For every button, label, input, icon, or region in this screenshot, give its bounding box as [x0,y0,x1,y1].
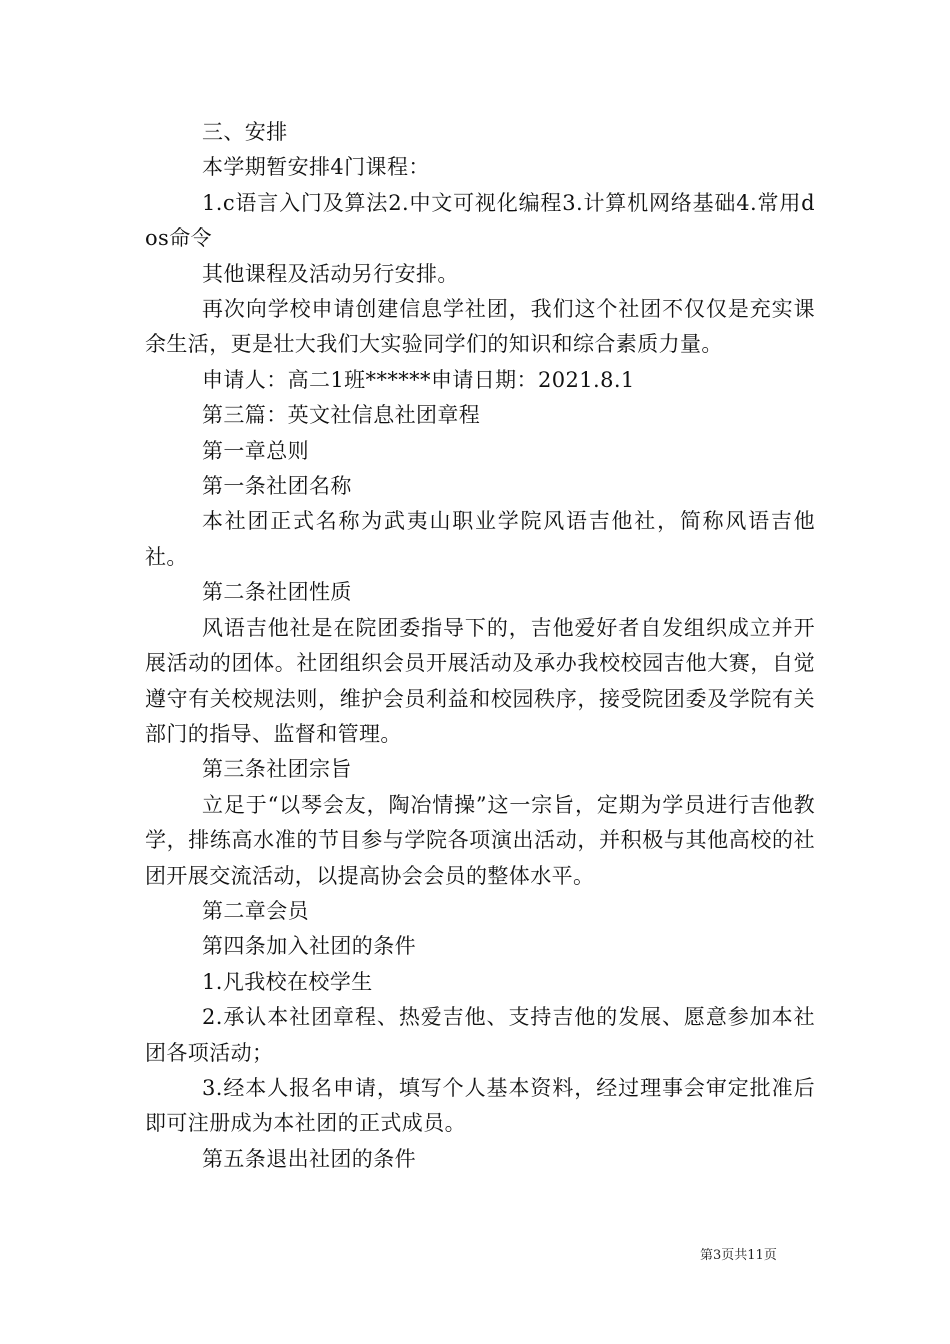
paragraph-condition-two: 2.承认本社团章程、热爱吉他、支持吉他的发展、愿意参加本社团各项活动； [145,1005,815,1065]
paragraph-part-three-title: 第三篇：英文社信息社团章程 [202,403,481,428]
paragraph-section-heading: 三、安排 [202,120,288,144]
paragraph-club-name: 本社团正式名称为武夷山职业学院风语吉他社，简称风语吉他社。 [145,509,815,569]
paragraph-article-one: 第一条社团名称 [202,474,352,499]
paragraph-club-nature: 风语吉他社是在院团委指导下的，吉他爱好者自发组织成立并开展活动的团体。社团组织会员开展活动及承办我校校园吉他大赛，自觉遵守有关校规法则，维护会员利益和校园秩序，接受院团委及学院有关部门的指导、监督和管理。 [145,615,815,746]
paragraph-chapter-two: 第二章会员 [202,898,309,923]
paragraph-other-courses: 其他课程及活动另行安排。 [202,261,459,286]
paragraph-club-purpose: 立足于“以琴会友，陶冶情操”这一宗旨，定期为学员进行吉他教学，排练高水准的节目参与学院各项演出活动，并积极与其他高校的社团开展交流活动，以提高协会会员的整体水平。 [145,792,815,888]
paragraph-article-two: 第二条社团性质 [202,580,352,605]
paragraph-article-three: 第三条社团宗旨 [202,757,352,782]
paragraph-application-request: 再次向学校申请创建信息学社团，我们这个社团不仅仅是充实课余生活，更是壮大我们大实验同学们的知识和综合素质力量。 [145,297,815,357]
paragraph-applicant: 申请人：高二1班******申请日期：2021.8.1 [202,367,635,392]
document-body [145,115,815,1177]
paragraph-article-four: 第四条加入社团的条件 [202,934,416,959]
page-number-footer: 第3页共11页 [700,1248,777,1263]
paragraph-article-five: 第五条退出社团的条件 [202,1146,416,1171]
paragraph-condition-three: 3.经本人报名申请，填写个人基本资料，经过理事会审定批准后即可注册成为本社团的正式成员。 [145,1075,815,1136]
paragraph-condition-one: 1.凡我校在校学生 [202,969,373,994]
paragraph-chapter-one: 第一章总则 [202,438,309,463]
paragraph-course-intro: 本学期暂安排4门课程： [202,155,430,180]
paragraph-course-list: 1.c语言入门及算法2.中文可视化编程3.计算机网络基础4.常用dos命令 [145,190,815,251]
